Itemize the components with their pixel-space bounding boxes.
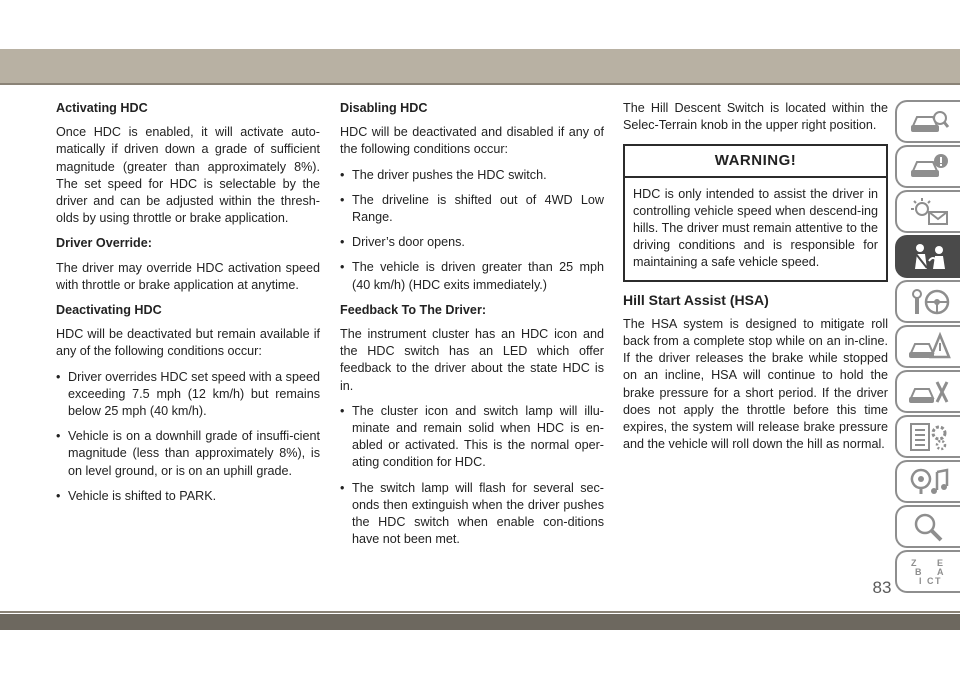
- list-item: • The vehicle is driven greater than 25 mph (40 km/h) (HDC exits immediately.): [340, 260, 604, 292]
- page-number: 83: [872, 578, 892, 597]
- car-search-icon: [907, 106, 951, 138]
- svg-text:T: T: [934, 575, 940, 586]
- svg-text:E: E: [936, 557, 943, 568]
- svg-text:B: B: [914, 566, 921, 577]
- header-band: [0, 49, 960, 83]
- tab-index[interactable]: [895, 550, 960, 593]
- svg-text:Z: Z: [910, 557, 916, 568]
- key-steering-wheel-icon: [907, 286, 951, 318]
- svg-text:I: I: [918, 575, 922, 586]
- paragraph-feedback: The instrument cluster has an HDC icon and the HDC switch has an LED which offer feedback to the driver about the state HDC is in.: [340, 327, 604, 393]
- seatbelt-airbag-icon: [907, 241, 951, 273]
- paragraph-activating-hdc: Once HDC is enabled, it will activate auto-matically if driven down a grade of sufficient magnitude (greater than approximately 8%). The set speed for HDC is selectable by the driver and can be adjusted within the thresh-olds by using throttle or brake application.: [56, 125, 320, 226]
- specifications-gears-icon: [907, 421, 951, 453]
- warning-lights-message-icon: [907, 196, 951, 228]
- list-item: • Driver’s door opens.: [340, 235, 465, 250]
- car-info-icon: [907, 151, 951, 183]
- car-warning-triangle-icon: [907, 331, 951, 363]
- top-margin: [0, 0, 960, 49]
- svg-text:C: C: [926, 575, 933, 586]
- heading-disabling-hdc: Disabling HDC: [340, 101, 428, 115]
- car-service-tools-icon: [907, 376, 951, 408]
- heading-hill-start-assist: Hill Start Assist (HSA): [623, 291, 769, 308]
- tab-customer-assistance[interactable]: [895, 505, 960, 548]
- paragraph-hill-start-assist: The HSA system is designed to mitigate roll back from a complete stop while on an in-cline. If the driver releases the brake while stopped on an incline, HSA will continue to hold the brake pressure for a short period. If the driver does not apply the throttle before this time expires, the system will release brake pressure and the vehicle will roll down the hill as normal.: [623, 316, 888, 452]
- svg-text:A: A: [936, 566, 943, 577]
- paragraph-driver-override: The driver may override HDC activation speed with throttle or brake application at anytime.: [56, 260, 320, 292]
- warning-box: [623, 144, 888, 281]
- list-item: • Vehicle is on a downhill grade of insuffi-cient magnitude (less than approximately 8%), is on level ground, or is on an uphill grade.: [56, 429, 320, 478]
- tab-technical-specifications[interactable]: [895, 415, 960, 458]
- list-item: • The cluster icon and switch lamp will illu-minate and remain solid when HDC is en-abled or activated. This is the normal oper-ating condition for HDC.: [340, 403, 604, 470]
- tab-servicing-and-maintenance[interactable]: [895, 370, 960, 413]
- column-1: [56, 100, 320, 513]
- footer-rule: [0, 611, 960, 613]
- header-rule: [0, 83, 960, 85]
- paragraph-deactivating-hdc: HDC will be deactivated but remain available if any of the following conditions occur:: [56, 327, 320, 359]
- tab-multimedia[interactable]: [895, 460, 960, 503]
- tab-getting-to-know-vehicle[interactable]: [895, 100, 960, 143]
- heading-activating-hdc: Activating HDC: [56, 101, 148, 115]
- footer-band: [0, 614, 960, 630]
- list-item: • The switch lamp will flash for several sec-onds then extinguish when the driver pushes the HDC switch when enable con-ditions have not been met.: [340, 480, 604, 547]
- column-2: [340, 100, 604, 556]
- warning-title: WARNING!: [625, 146, 886, 177]
- index-search-icon: [907, 511, 951, 543]
- heading-driver-override: Driver Override:: [56, 236, 152, 251]
- tab-instrument-panel[interactable]: [895, 145, 960, 188]
- paragraph-disabling-hdc: HDC will be deactivated and disabled if any of the following conditions occur:: [340, 125, 604, 157]
- alphabet-index-icon: [907, 556, 951, 588]
- list-item: • The driver pushes the HDC switch.: [340, 167, 547, 182]
- heading-deactivating-hdc: Deactivating HDC: [56, 303, 162, 318]
- list-item: • Driver overrides HDC set speed with a speed exceeding 7.5 mph (12 km/h) but remains below 25 mph (40 km/h).: [56, 369, 320, 419]
- heading-feedback: Feedback To The Driver:: [340, 302, 487, 317]
- column-3: [623, 100, 888, 461]
- chapter-tabs: [895, 100, 960, 595]
- tab-starting-and-operating[interactable]: [895, 280, 960, 323]
- list-item: • Vehicle is shifted to PARK.: [56, 488, 217, 503]
- paragraph-hill-descent-switch: The Hill Descent Switch is located within the Selec-Terrain knob in the upper right position.: [623, 101, 888, 133]
- list-item: • The driveline is shifted out of 4WD Low Range.: [340, 192, 604, 225]
- warning-body: HDC is only intended to assist the driver in controlling vehicle speed when descend-ing hills. The driver must remain attentive to the driving conditions and is responsible for maintaining a safe vehicle speed.: [633, 186, 878, 270]
- multimedia-music-icon: [907, 466, 951, 498]
- tab-warning-lights[interactable]: [895, 190, 960, 233]
- tab-safety[interactable]: [895, 235, 960, 278]
- tab-in-case-of-emergency[interactable]: [895, 325, 960, 368]
